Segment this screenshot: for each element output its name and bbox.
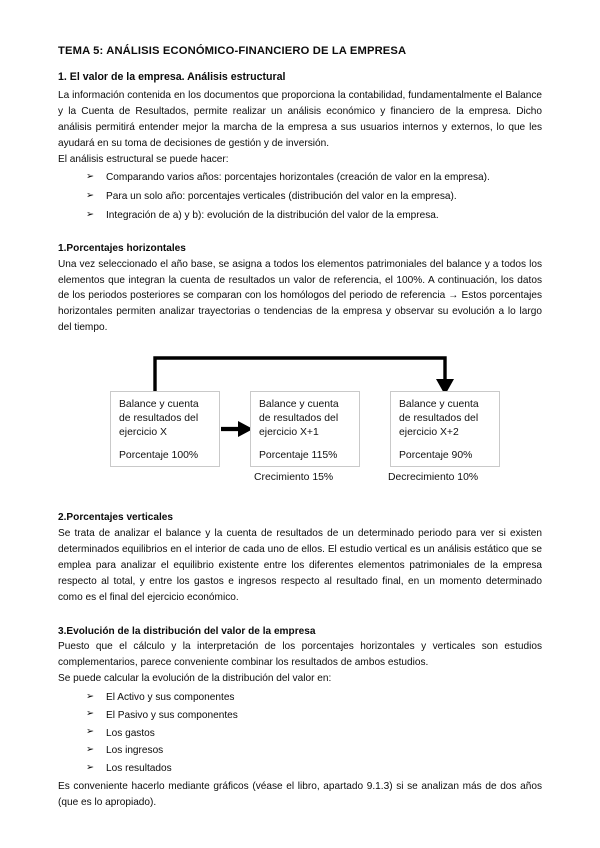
- section-heading-1: 1. El valor de la empresa. Análisis estructural: [58, 71, 286, 83]
- paragraph: Puesto que el cálculo y la interpretación de los porcentajes horizontales y verticales son estudios complementarios, parece conveniente combinar los resultados de ambos estudios.: [58, 641, 542, 669]
- section-heading-vertical-percentages: 2.Porcentajes verticales: [58, 512, 174, 524]
- arrowhead-bullet-icon: ➢: [86, 743, 95, 755]
- box-line-3: ejercicio X+2: [399, 426, 459, 438]
- list-item: [86, 708, 542, 723]
- box-line-1: Balance y cuenta: [119, 399, 199, 411]
- spacer: [58, 500, 542, 511]
- paragraph: Una vez seleccionado el año base, se asigna a todos los elementos patrimoniales del balance y a todos los elementos que integran la cuenta de resultados un valor de referencia, el 100%. A continuación, los datos de los periodos posteriores se comparan con los homólogos del periodo de referencia → Estos porcentajes horizontales permiten analizar trayectorias o tendencias de la empresa y observar su evolución a lo largo del tiempo.: [58, 258, 542, 334]
- paragraph: Se puede calcular la evolución de la distribución del valor en:: [58, 673, 332, 685]
- list-item-label: Comparando varios años: porcentajes horizontales (creación de valor en la empresa).: [106, 172, 490, 184]
- paragraph-closing: Es conveniente hacerlo mediante gráficos (véase el libro, apartado 9.1.3) si se analizan más de dos años (que es lo apropiado).: [58, 781, 542, 809]
- arrow-x-to-x2-path: [155, 358, 445, 391]
- section-heading-horizontal-percentages: 1.Porcentajes horizontales: [58, 242, 186, 254]
- box-percentage: Porcentaje 100%: [119, 449, 199, 461]
- arrowhead-bullet-icon: ➢: [86, 726, 95, 738]
- list-item-label: Integración de a) y b): evolución de la distribución del valor de la empresa.: [106, 210, 439, 222]
- diagram-box-exercise-x-plus-2: [390, 391, 500, 467]
- document-title: TEMA 5: ANÁLISIS ECONÓMICO-FINANCIERO DE LA EMPRESA: [58, 45, 407, 57]
- box-percentage: Porcentaje 90%: [399, 449, 473, 461]
- paragraph: El análisis estructural se puede hacer:: [58, 153, 229, 165]
- arrowhead-bullet-icon: ➢: [86, 690, 95, 702]
- box-line-2: de resultados del: [259, 413, 339, 425]
- diagram-caption-decline: Decrecimiento 10%: [388, 472, 479, 484]
- list-item: [86, 690, 542, 705]
- box-percentage: Porcentaje 115%: [259, 449, 338, 461]
- list-item: [86, 761, 542, 776]
- list-item: [86, 743, 542, 758]
- diagram-caption-growth: Crecimiento 15%: [254, 472, 334, 484]
- bullet-list-structural-analysis: [58, 170, 542, 223]
- box-line-1: Balance y cuenta: [399, 399, 479, 411]
- list-item: [86, 170, 542, 185]
- box-line-1: Balance y cuenta: [259, 399, 339, 411]
- arrowhead-bullet-icon: ➢: [86, 170, 95, 182]
- spacer: [58, 606, 542, 625]
- arrowhead-bullet-icon: ➢: [86, 189, 95, 201]
- list-item-label: Los gastos: [106, 727, 155, 739]
- bullet-list-value-components: [58, 690, 542, 777]
- arrowhead-bullet-icon: ➢: [86, 208, 95, 220]
- section-heading-value-distribution-evolution: 3.Evolución de la distribución del valor de la empresa: [58, 625, 316, 637]
- arrowhead-bullet-icon: ➢: [86, 761, 95, 773]
- diagram-box-exercise-x-plus-1: [250, 391, 360, 467]
- diagram-box-exercise-x: [110, 391, 220, 467]
- arrowhead-bullet-icon: ➢: [86, 708, 95, 720]
- list-item-label: Para un solo año: porcentajes verticales (distribución del valor en la empresa).: [106, 191, 457, 203]
- box-line-2: de resultados del: [119, 413, 199, 425]
- box-line-2: de resultados del: [399, 413, 479, 425]
- box-line-3: ejercicio X: [119, 426, 167, 438]
- list-item: [86, 189, 542, 204]
- spacer: [58, 227, 542, 242]
- list-item: [86, 726, 542, 741]
- box-line-3: ejercicio X+1: [259, 426, 319, 438]
- list-item: [86, 208, 542, 223]
- list-item-label: Los resultados: [106, 763, 172, 775]
- list-item-label: El Activo y sus componentes: [106, 692, 235, 703]
- list-item-label: Los ingresos: [106, 745, 164, 757]
- evolution-diagram: [58, 350, 542, 500]
- list-item-label: El Pasivo y sus componentes: [106, 709, 238, 721]
- paragraph: Se trata de analizar el balance y la cuenta de resultados de un determinado periodo para ver si existen determinados equilibrios en el interior de cada uno de ellos. El estudio vertical es un análisis estático que se emplea para analizar el equilibrio existente entre los diferentes elementos patrimoniales de la empresa respecto al total, y entre los gastos e ingresos respecto al resultado final, en un momento determinado como es el final del ejercicio económico.: [58, 527, 542, 603]
- paragraph: La información contenida en los documentos que proporciona la contabilidad, fundamentalmente el Balance y la Cuenta de Resultados, permite realizar un análisis económico y financiero de la empresa. Dicho análisis permitirá entender mejor la marcha de la empresa a sus usuarios internos y externos, lo que les ayudará en su toma de decisiones de gestión y de inversión.: [58, 89, 542, 149]
